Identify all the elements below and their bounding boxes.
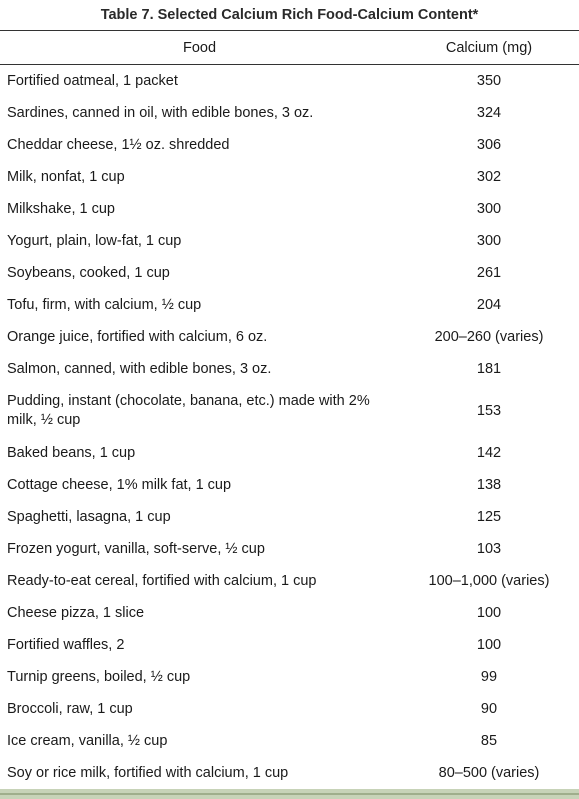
table-row bbox=[0, 257, 579, 289]
food-cell: Ready-to-eat cereal, fortified with calcium, 1 cup bbox=[7, 572, 317, 589]
calcium-cell: 100 bbox=[476, 636, 502, 653]
food-cell: Yogurt, plain, low-fat, 1 cup bbox=[7, 232, 182, 249]
food-cell: Tofu, firm, with calcium, ½ cup bbox=[7, 296, 202, 313]
food-cell: Soybeans, cooked, 1 cup bbox=[7, 264, 170, 281]
table-row bbox=[0, 597, 579, 629]
footer-stripe bbox=[0, 793, 579, 795]
calcium-cell: 125 bbox=[476, 508, 502, 525]
calcium-cell: 90 bbox=[480, 700, 498, 717]
calcium-cell: 103 bbox=[476, 540, 502, 557]
calcium-cell: 200–260 (varies) bbox=[434, 328, 544, 345]
food-cell: Ice cream, vanilla, ½ cup bbox=[7, 732, 168, 749]
food-cell: Cheddar cheese, 1½ oz. shredded bbox=[7, 136, 230, 153]
calcium-cell: 100–1,000 (varies) bbox=[428, 572, 550, 589]
table-row bbox=[0, 65, 579, 98]
calcium-cell: 300 bbox=[476, 232, 502, 249]
calcium-column-header: Calcium (mg) bbox=[399, 31, 579, 65]
calcium-cell: 99 bbox=[480, 668, 498, 685]
calcium-cell: 80–500 (varies) bbox=[399, 757, 579, 790]
food-cell: Milk, nonfat, 1 cup bbox=[7, 168, 125, 185]
table-row bbox=[0, 321, 579, 353]
table-row bbox=[0, 385, 579, 437]
calcium-cell: 300 bbox=[476, 200, 502, 217]
food-cell: Pudding, instant (chocolate, banana, etc.) made with 2% milk, ½ cup bbox=[7, 393, 370, 428]
table-row bbox=[0, 661, 579, 693]
table-row bbox=[0, 565, 579, 597]
table-row bbox=[0, 353, 579, 385]
food-cell: Orange juice, fortified with calcium, 6 oz. bbox=[7, 328, 268, 345]
table-row bbox=[0, 437, 579, 469]
table-row bbox=[0, 501, 579, 533]
calcium-cell: 138 bbox=[476, 476, 502, 493]
table-row bbox=[0, 725, 579, 757]
table-row bbox=[0, 161, 579, 193]
food-cell: Fortified waffles, 2 bbox=[7, 636, 125, 653]
calcium-cell: 85 bbox=[480, 732, 498, 749]
calcium-cell: 153 bbox=[476, 402, 502, 419]
table-row bbox=[0, 757, 579, 790]
table-row bbox=[0, 129, 579, 161]
food-cell: Cheese pizza, 1 slice bbox=[7, 604, 145, 621]
calcium-cell: 302 bbox=[476, 168, 502, 185]
food-cell: Turnip greens, boiled, ½ cup bbox=[7, 668, 191, 685]
food-cell: Milkshake, 1 cup bbox=[7, 200, 115, 217]
food-column-header: Food bbox=[0, 31, 399, 65]
table-row bbox=[0, 97, 579, 129]
food-cell: Sardines, canned in oil, with edible bones, 3 oz. bbox=[7, 104, 314, 121]
calcium-cell: 306 bbox=[476, 136, 502, 153]
calcium-cell: 350 bbox=[476, 72, 502, 89]
table-row bbox=[0, 629, 579, 661]
table-header-row bbox=[0, 31, 579, 65]
food-cell: Fortified oatmeal, 1 packet bbox=[7, 72, 178, 89]
food-cell: Cottage cheese, 1% milk fat, 1 cup bbox=[7, 476, 232, 493]
calcium-cell: 261 bbox=[476, 264, 502, 281]
table-row bbox=[0, 193, 579, 225]
food-cell: Baked beans, 1 cup bbox=[7, 444, 136, 461]
footer-bar bbox=[0, 789, 579, 799]
table-row bbox=[0, 225, 579, 257]
calcium-cell: 100 bbox=[476, 604, 502, 621]
table-row bbox=[0, 693, 579, 725]
food-cell: Soy or rice milk, fortified with calcium, 1 cup bbox=[0, 757, 399, 790]
calcium-cell: 181 bbox=[476, 360, 502, 377]
table-row bbox=[0, 533, 579, 565]
table-row bbox=[0, 289, 579, 321]
calcium-table bbox=[0, 30, 579, 790]
food-cell: Broccoli, raw, 1 cup bbox=[7, 700, 133, 717]
food-cell: Frozen yogurt, vanilla, soft-serve, ½ cup bbox=[7, 540, 265, 557]
calcium-cell: 324 bbox=[476, 104, 502, 121]
food-cell: Salmon, canned, with edible bones, 3 oz. bbox=[7, 360, 272, 377]
calcium-cell: 204 bbox=[476, 296, 502, 313]
food-cell: Spaghetti, lasagna, 1 cup bbox=[7, 508, 171, 525]
table-row bbox=[0, 469, 579, 501]
calcium-cell: 142 bbox=[476, 444, 502, 461]
table-caption: Table 7. Selected Calcium Rich Food-Calcium Content* bbox=[100, 7, 479, 23]
